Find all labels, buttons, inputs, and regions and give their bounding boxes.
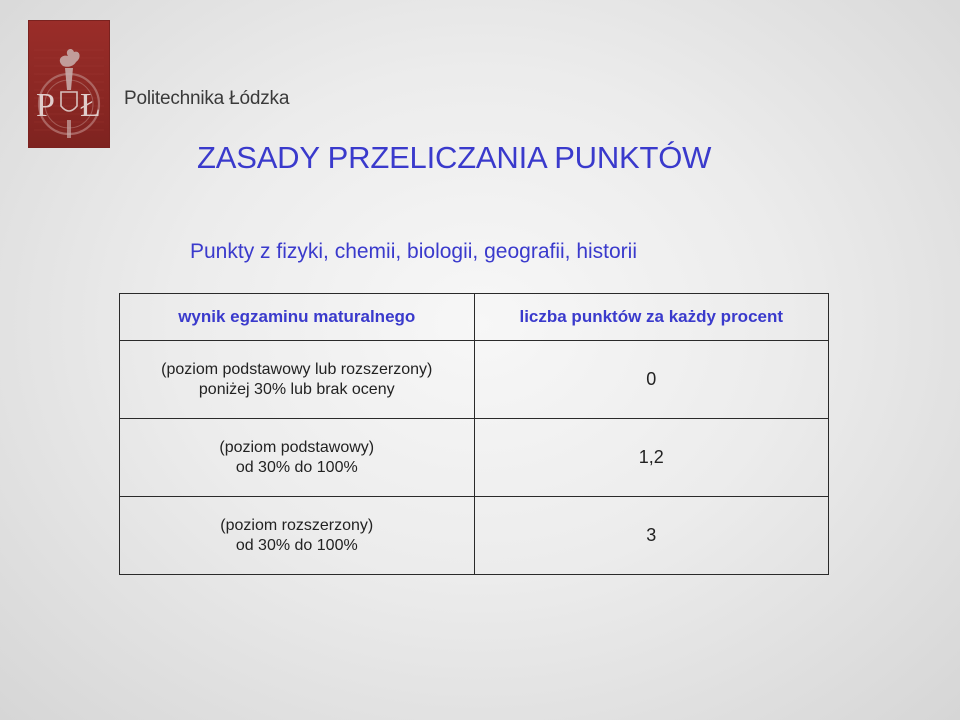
points-value: 3	[646, 524, 657, 545]
table-cell-points	[474, 497, 829, 575]
table-row	[120, 419, 829, 497]
points-value: 0	[646, 368, 657, 389]
university-logo	[28, 20, 110, 148]
table-cell-points	[474, 341, 829, 419]
points-table	[119, 293, 829, 575]
condition-range: od 30% do 100%	[235, 458, 358, 476]
university-wordmark: Politechnika Łódzka	[124, 88, 290, 109]
points-value: 1,2	[638, 446, 664, 467]
table-row	[120, 497, 829, 575]
header-cell-exam-result: wynik egzaminu maturalnego	[120, 294, 475, 341]
table-header-row	[120, 294, 829, 341]
condition-range: poniżej 30% lub brak oceny	[198, 380, 395, 398]
condition-level: (poziom rozszerzony)	[220, 516, 374, 534]
table-cell-condition	[120, 341, 475, 419]
pl-emblem-icon	[28, 20, 110, 148]
table-cell-points	[474, 419, 829, 497]
condition-level: (poziom podstawowy)	[219, 438, 375, 456]
logo-letter-p: P	[36, 87, 55, 124]
condition-level: (poziom podstawowy lub rozszerzony)	[161, 360, 433, 378]
header-cell-points-per-percent: liczba punktów za każdy procent	[474, 294, 829, 341]
table-cell-condition	[120, 497, 475, 575]
table-cell-condition	[120, 419, 475, 497]
subtitle: Punkty z fizyki, chemii, biologii, geografii, historii	[190, 240, 638, 263]
condition-range: od 30% do 100%	[235, 536, 358, 554]
table-row	[120, 341, 829, 419]
logo-letter-l: Ł	[80, 87, 101, 124]
page-title: ZASADY PRZELICZANIA PUNKTÓW	[197, 140, 712, 175]
